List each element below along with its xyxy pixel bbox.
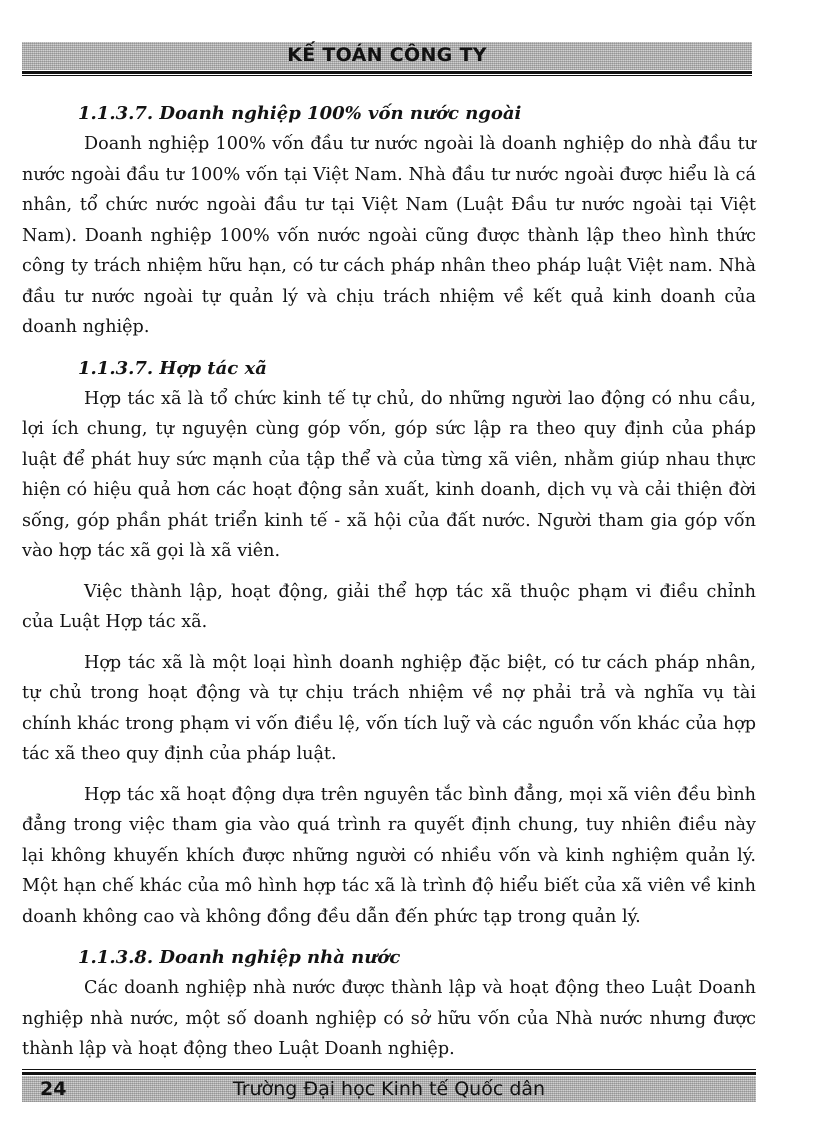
footer-publisher: Trường Đại học Kinh tế Quốc dân — [232, 1078, 546, 1100]
section-heading-cooperative: 1.1.3.7. Hợp tác xã — [78, 357, 267, 379]
page-body — [22, 98, 756, 1065]
paragraph: Hợp tác xã là một loại hình doanh nghiệp đặc biệt, có tư cách pháp nhân, tự chủ trong hoạt động và tự chịu trách nhiệm về nợ phải trả và nghĩa vụ tài chính khác trong phạm vi vốn điều lệ, vốn tích luỹ và các nguồn vốn khác của hợp tác xã theo quy định của pháp luật. — [22, 652, 756, 764]
header-rule-thin — [22, 75, 752, 76]
paragraph: Các doanh nghiệp nhà nước được thành lập và hoạt động theo Luật Doanh nghiệp nhà nước, một số doanh nghiệp có sở hữu vốn của Nhà nước nhưng được thành lập và hoạt động theo Luật Doanh nghiệp. — [22, 978, 756, 1059]
footer-rule-thin — [22, 1069, 756, 1070]
page-header — [22, 42, 752, 76]
paragraph: Doanh nghiệp 100% vốn đầu tư nước ngoài là doanh nghiệp do nhà đầu tư nước ngoài đầu tư 100% vốn tại Việt Nam. Nhà đầu tư nước ngoài được hiểu là cá nhân, tổ chức nước ngoài đầu tư tại Việt Nam (Luật Đầu tư nước ngoài tại Việt Nam). Doanh nghiệp 100% vốn nước ngoài cũng được thành lập theo hình thức công ty trách nhiệm hữu hạn, có tư cách pháp nhân theo pháp luật Việt nam. Nhà đầu tư nước ngoài tự quản lý và chịu trách nhiệm về kết quả kinh doanh của doanh nghiệp. — [22, 134, 756, 337]
page-number: 24 — [40, 1078, 67, 1100]
header-title: KẾ TOÁN CÔNG TY — [287, 44, 487, 66]
page-footer — [22, 1069, 756, 1103]
header-rule — [22, 71, 752, 74]
footer-rule — [22, 1072, 756, 1075]
paragraph: Hợp tác xã hoạt động dựa trên nguyên tắc bình đẳng, mọi xã viên đều bình đẳng trong việc tham gia vào quá trình ra quyết định chung, tuy nhiên điều này lại không khuyến khích được những người có nhiều vốn và kinh nghiệm quản lý. Một hạn chế khác của mô hình hợp tác xã là trình độ hiểu biết của xã viên về kinh doanh không cao và không đồng đều dẫn đến phức tạp trong quản lý. — [22, 784, 756, 927]
section-heading-state-enterprise: 1.1.3.8. Doanh nghiệp nhà nước — [78, 947, 401, 968]
paragraph: Hợp tác xã là tổ chức kinh tế tự chủ, do những người lao động có nhu cầu, lợi ích chung, tự nguyện cùng góp vốn, góp sức lập ra theo quy định của pháp luật để phát huy sức mạnh của tập thể và của từng xã viên, nhằm giúp nhau thực hiện có hiệu quả hơn các hoạt động sản xuất, kinh doanh, dịch vụ và cải thiện đời sống, góp phần phát triển kinh tế - xã hội của đất nước. Người tham gia góp vốn vào hợp tác xã gọi là xã viên. — [22, 388, 756, 561]
section-heading-foreign-enterprise: 1.1.3.7. Doanh nghiệp 100% vốn nước ngoài — [78, 103, 522, 124]
paragraph: Việc thành lập, hoạt động, giải thể hợp tác xã thuộc phạm vi điều chỉnh của Luật Hợp tác xã. — [22, 581, 756, 632]
